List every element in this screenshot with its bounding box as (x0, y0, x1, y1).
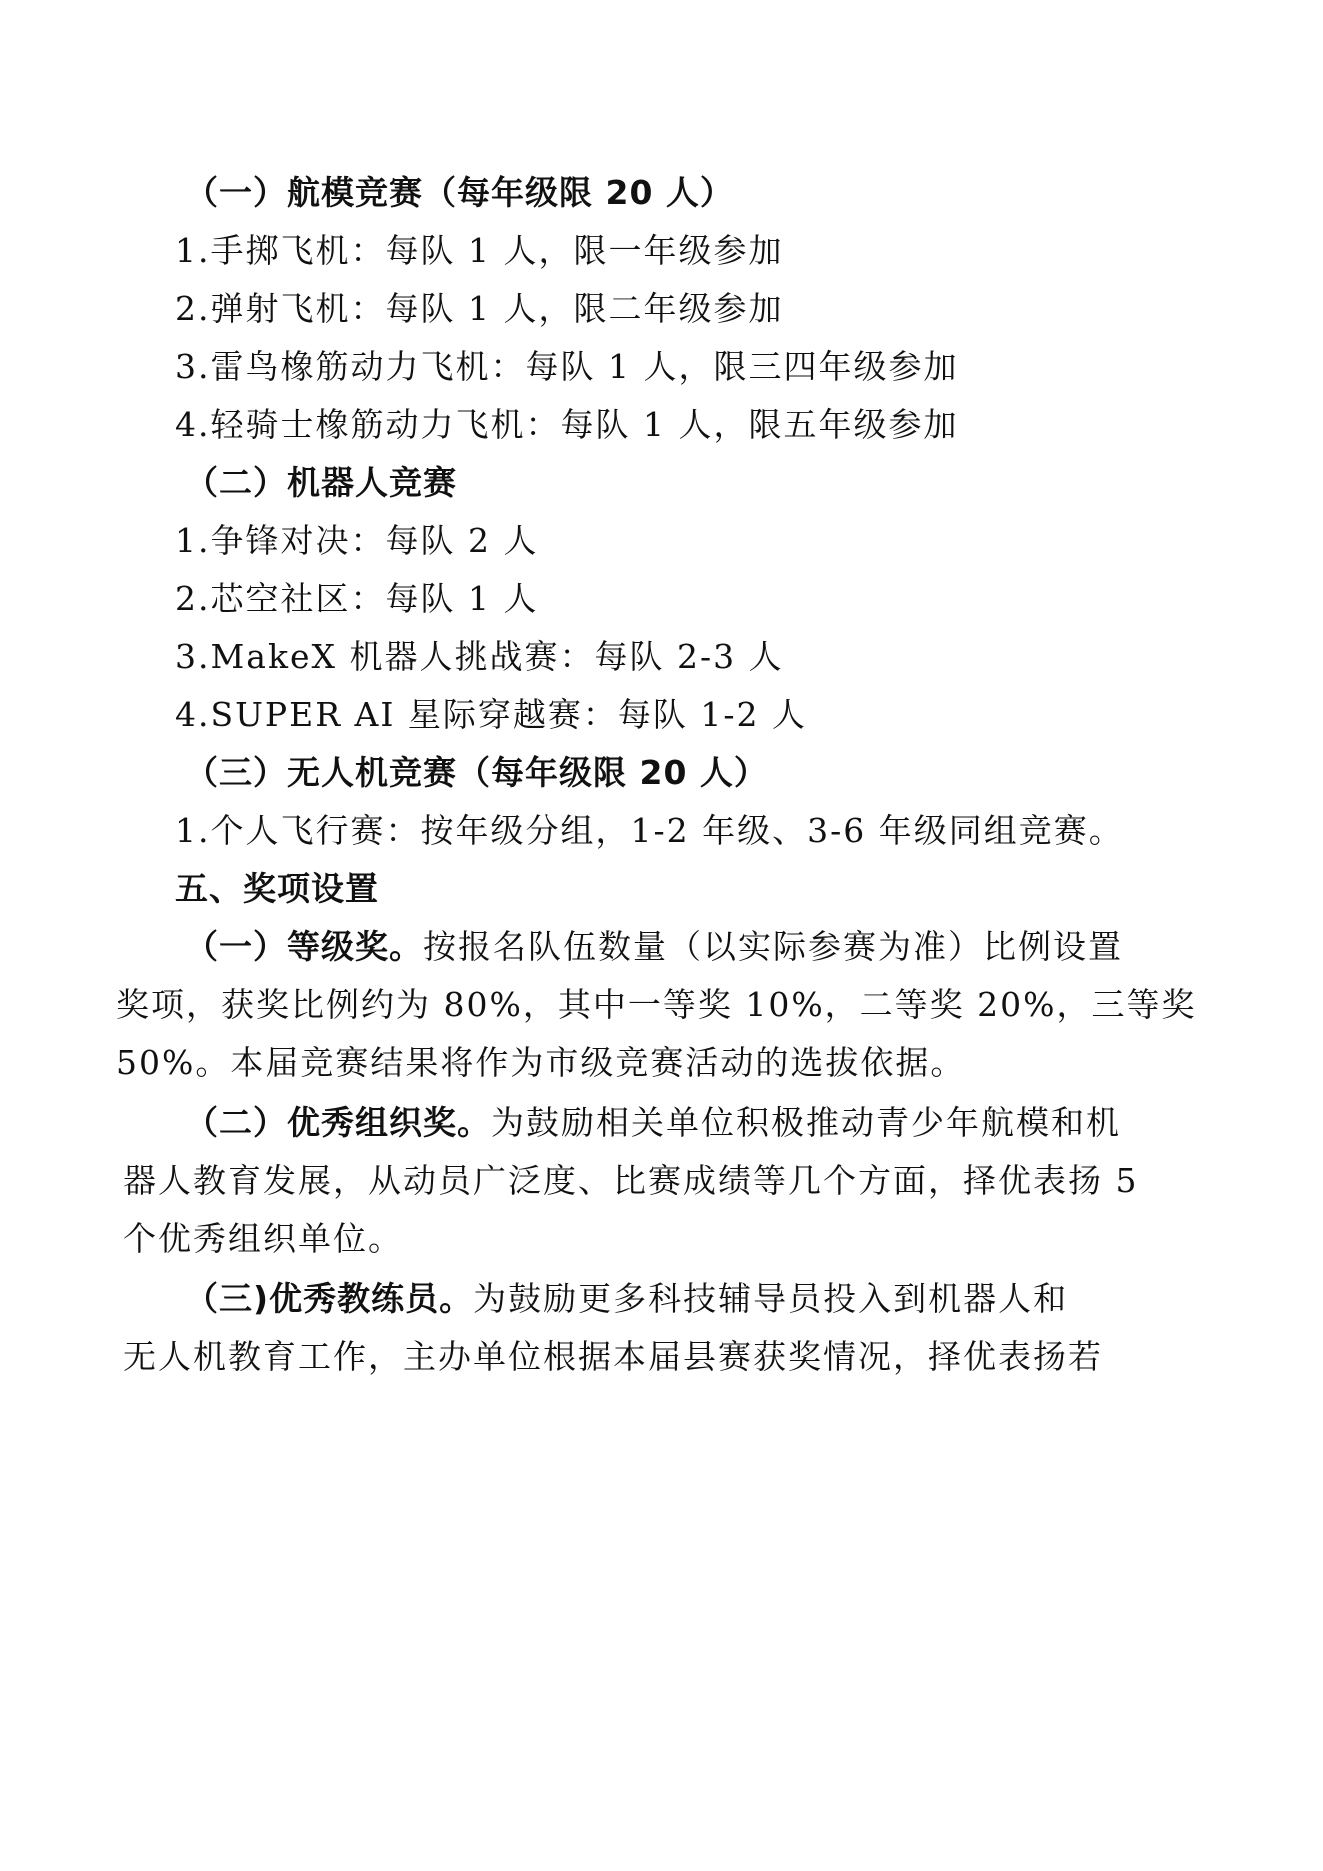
list-item: 1.手掷飞机：每队 1 人，限一年级参加 (175, 231, 784, 270)
list-item: 2.弹射飞机：每队 1 人，限二年级参加 (175, 289, 784, 328)
paragraph-label: （二）优秀组织奖。 (185, 1103, 491, 1142)
list-item: 1.争锋对决：每队 2 人 (175, 521, 539, 560)
list-item: 1.个人飞行赛：按年级分组，1-2 年级、3-6 年级同组竞赛。 (175, 811, 1124, 850)
paragraph-line: 无人机教育工作，主办单位根据本届县赛获奖情况，择优表扬若 (123, 1337, 1103, 1376)
paragraph-line (185, 927, 1123, 967)
paragraph-line: 器人教育发展，从动员广泛度、比赛成绩等几个方面，择优表扬 5 (123, 1161, 1139, 1200)
list-item: 3.MakeX 机器人挑战赛：每队 2-3 人 (175, 637, 784, 676)
paragraph-line: 奖项，获奖比例约为 80%，其中一等奖 10%，二等奖 20%，三等奖 (116, 985, 1197, 1024)
paragraph-line (185, 1279, 1068, 1319)
subsection-title-drone: （三）无人机竞赛（每年级限 20 人） (185, 753, 768, 792)
section-title-awards: 五、奖项设置 (175, 869, 379, 908)
paragraph-label: （三)优秀教练员。 (185, 1279, 474, 1318)
subsection-title-aeromodel: （一）航模竞赛（每年级限 20 人） (185, 173, 734, 212)
list-item: 3.雷鸟橡筋动力飞机：每队 1 人，限三四年级参加 (175, 347, 959, 386)
paragraph-text: 按报名队伍数量（以实际参赛为准）比例设置 (423, 927, 1123, 966)
list-item: 4.SUPER AI 星际穿越赛：每队 1-2 人 (175, 695, 808, 734)
subsection-title-robot: （二）机器人竞赛 (185, 463, 457, 502)
paragraph-line (185, 1103, 1121, 1143)
list-item: 2.芯空社区：每队 1 人 (175, 579, 539, 618)
paragraph-line: 个优秀组织单位。 (123, 1219, 403, 1258)
paragraph-label: （一）等级奖。 (185, 927, 423, 966)
list-item: 4.轻骑士橡筋动力飞机：每队 1 人，限五年级参加 (175, 405, 959, 444)
paragraph-line: 50%。本届竞赛结果将作为市级竞赛活动的选拔依据。 (116, 1043, 966, 1082)
paragraph-text: 为鼓励相关单位积极推动青少年航模和机 (491, 1103, 1121, 1142)
paragraph-text: 为鼓励更多科技辅导员投入到机器人和 (473, 1279, 1069, 1318)
